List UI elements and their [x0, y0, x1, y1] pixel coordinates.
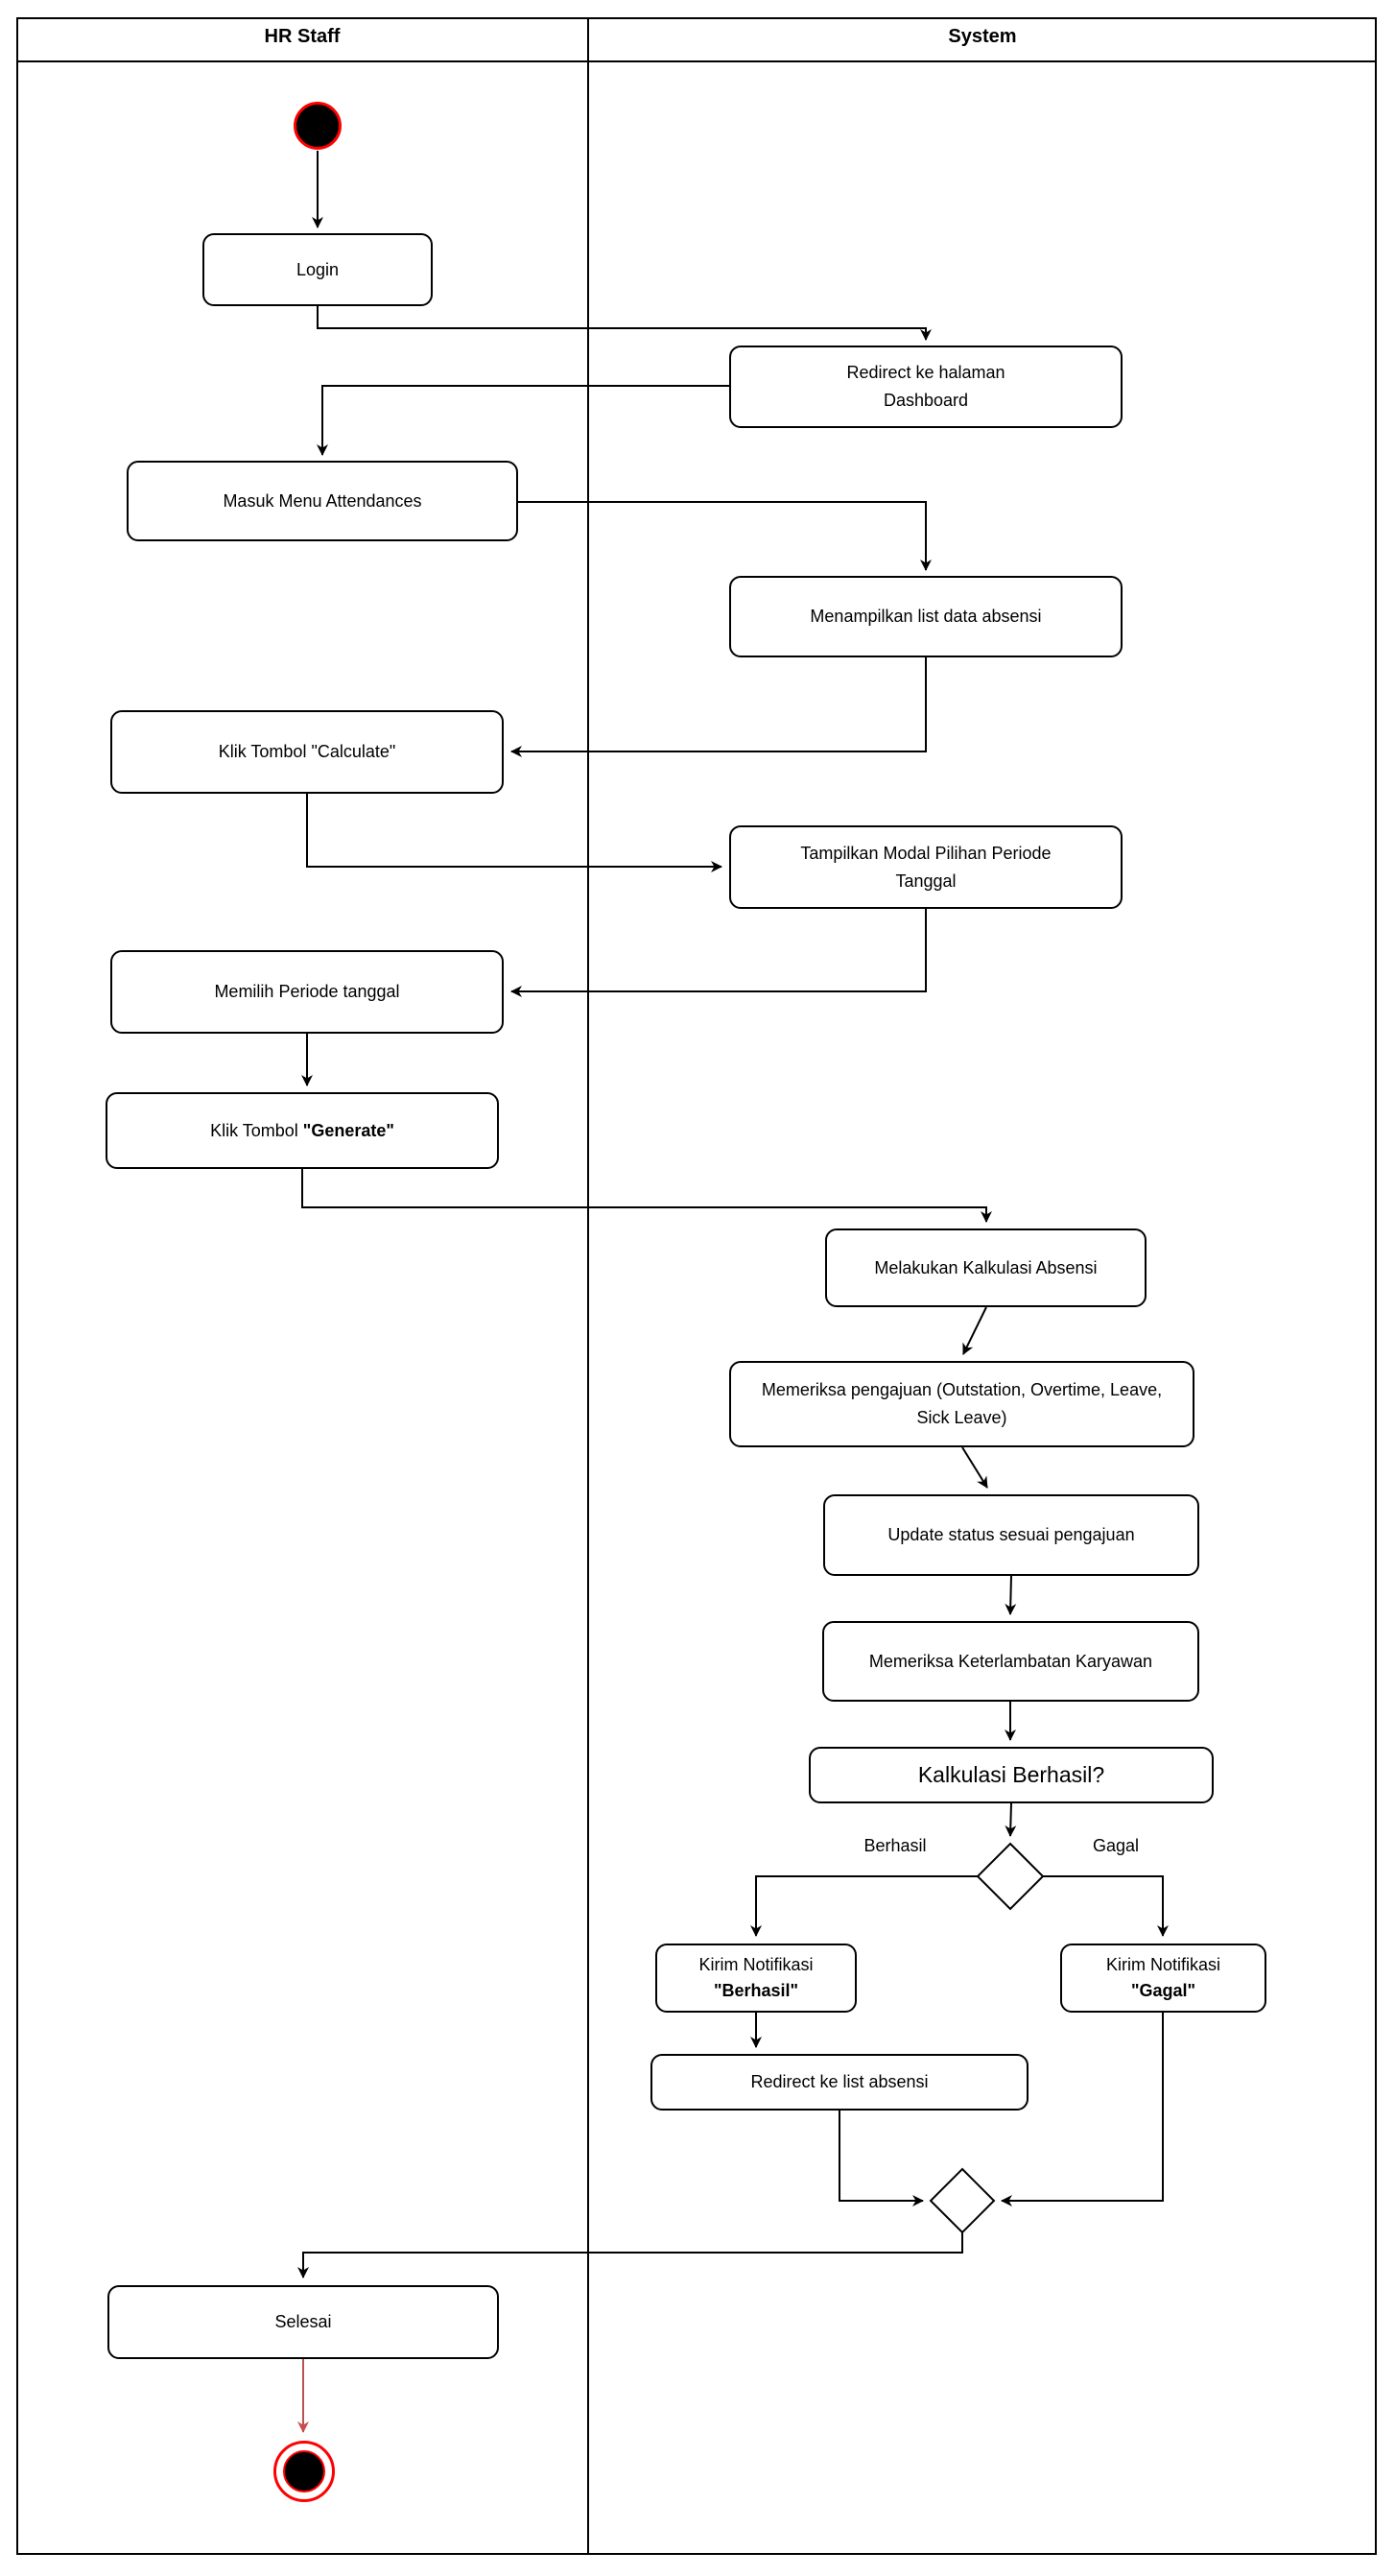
edge-melakukan-to-memeriksa-pengajuan	[963, 1307, 986, 1354]
final-node-core	[283, 2450, 325, 2493]
edge-kirim-gagal-to-merge	[1002, 2013, 1163, 2201]
decision-diamond	[978, 1844, 1043, 1909]
activity-menampilkan-list-label: Menampilkan list data absensi	[810, 607, 1042, 626]
edge-redirect-list-to-merge	[839, 2111, 923, 2201]
activity-klik-generate-prefix: Klik Tombol	[210, 1120, 303, 1140]
activity-kirim-berhasil-line1: Kirim Notifikasi	[698, 1955, 814, 1974]
activity-selesai-label: Selesai	[274, 2312, 332, 2331]
activity-tampilkan-modal-line1: Tampilkan Modal Pilihan Periode	[800, 843, 1052, 863]
activity-update-status-label: Update status sesuai pengajuan	[887, 1525, 1135, 1544]
edge-masuk-to-menampilkan	[518, 502, 926, 570]
activity-memeriksa-pengajuan-line2: Sick Leave)	[916, 1408, 1007, 1427]
activity-kirim-gagal-line1: Kirim Notifikasi	[1105, 1955, 1220, 1974]
activity-redirect-dashboard	[729, 346, 1123, 428]
edge-label-gagal: Gagal	[1092, 1836, 1140, 1855]
activity-login	[202, 233, 433, 306]
edge-update-to-keterlambatan	[1010, 1576, 1011, 1614]
activity-masuk-attendances	[127, 461, 518, 541]
edge-decision-berhasil	[756, 1876, 978, 1936]
edge-menampilkan-to-klik-calculate	[511, 657, 926, 751]
activity-memeriksa-keterlambatan-label: Memeriksa Keterlambatan Karyawan	[868, 1651, 1153, 1671]
edge-klik-generate-to-melakukan	[302, 1169, 986, 1222]
activity-selesai	[107, 2285, 499, 2359]
activity-kirim-gagal-line2: "Gagal"	[1130, 1981, 1196, 2000]
activity-klik-generate-bold: "Generate"	[302, 1120, 394, 1140]
activity-kirim-notifikasi-berhasil	[655, 1944, 857, 2013]
activity-memeriksa-pengajuan	[729, 1361, 1194, 1447]
activity-tampilkan-modal-line2: Tanggal	[895, 871, 957, 891]
initial-node	[294, 102, 342, 150]
lane-title-hr-staff: HR Staff	[264, 26, 341, 47]
activity-klik-generate	[106, 1092, 499, 1169]
activity-memeriksa-pengajuan-line1: Memeriksa pengajuan (Outstation, Overtime, Leave,	[761, 1380, 1163, 1399]
lane-title-system: System	[948, 26, 1017, 47]
activity-melakukan-kalkulasi	[825, 1228, 1147, 1307]
edge-label-berhasil: Berhasil	[863, 1836, 927, 1855]
activity-memilih-periode-label: Memilih Periode tanggal	[214, 982, 400, 1001]
activity-klik-calculate	[110, 710, 504, 794]
activity-update-status	[823, 1494, 1199, 1576]
activity-masuk-attendances-label: Masuk Menu Attendances	[223, 490, 422, 511]
merge-diamond	[931, 2169, 994, 2232]
activity-melakukan-kalkulasi-label: Melakukan Kalkulasi Absensi	[874, 1257, 1098, 1277]
activity-kalkulasi-berhasil	[809, 1747, 1214, 1803]
activity-tampilkan-modal	[729, 825, 1123, 909]
activity-login-label: Login	[296, 259, 340, 279]
activity-kirim-berhasil-line2: "Berhasil"	[713, 1981, 799, 2000]
activity-redirect-dashboard-line1: Redirect ke halaman	[846, 363, 1005, 382]
edge-memeriksa-pengajuan-to-update	[962, 1447, 987, 1488]
activity-menampilkan-list	[729, 576, 1123, 657]
activity-klik-generate-label	[210, 1117, 394, 1145]
edge-kalkulasi-to-decision	[1010, 1803, 1011, 1836]
edge-klik-calculate-to-tampilkan-modal	[307, 794, 721, 867]
edge-decision-gagal	[1043, 1876, 1163, 1936]
edge-tampilkan-modal-to-memilih	[511, 909, 926, 991]
edge-merge-to-selesai	[303, 2232, 962, 2278]
activity-redirect-list	[650, 2054, 1029, 2111]
activity-kirim-notifikasi-gagal	[1060, 1944, 1266, 2013]
final-node	[273, 2441, 335, 2502]
activity-redirect-list-label: Redirect ke list absensi	[750, 2072, 929, 2091]
activity-memilih-periode	[110, 950, 504, 1034]
activity-redirect-dashboard-line2: Dashboard	[883, 391, 969, 410]
activity-klik-calculate-label: Klik Tombol "Calculate"	[218, 742, 396, 761]
edge-login-to-redirect-dashboard	[318, 306, 926, 340]
activity-memeriksa-keterlambatan	[822, 1621, 1199, 1702]
edge-redirect-dashboard-to-masuk	[322, 386, 729, 455]
activity-kalkulasi-berhasil-label: Kalkulasi Berhasil?	[917, 1762, 1105, 1787]
